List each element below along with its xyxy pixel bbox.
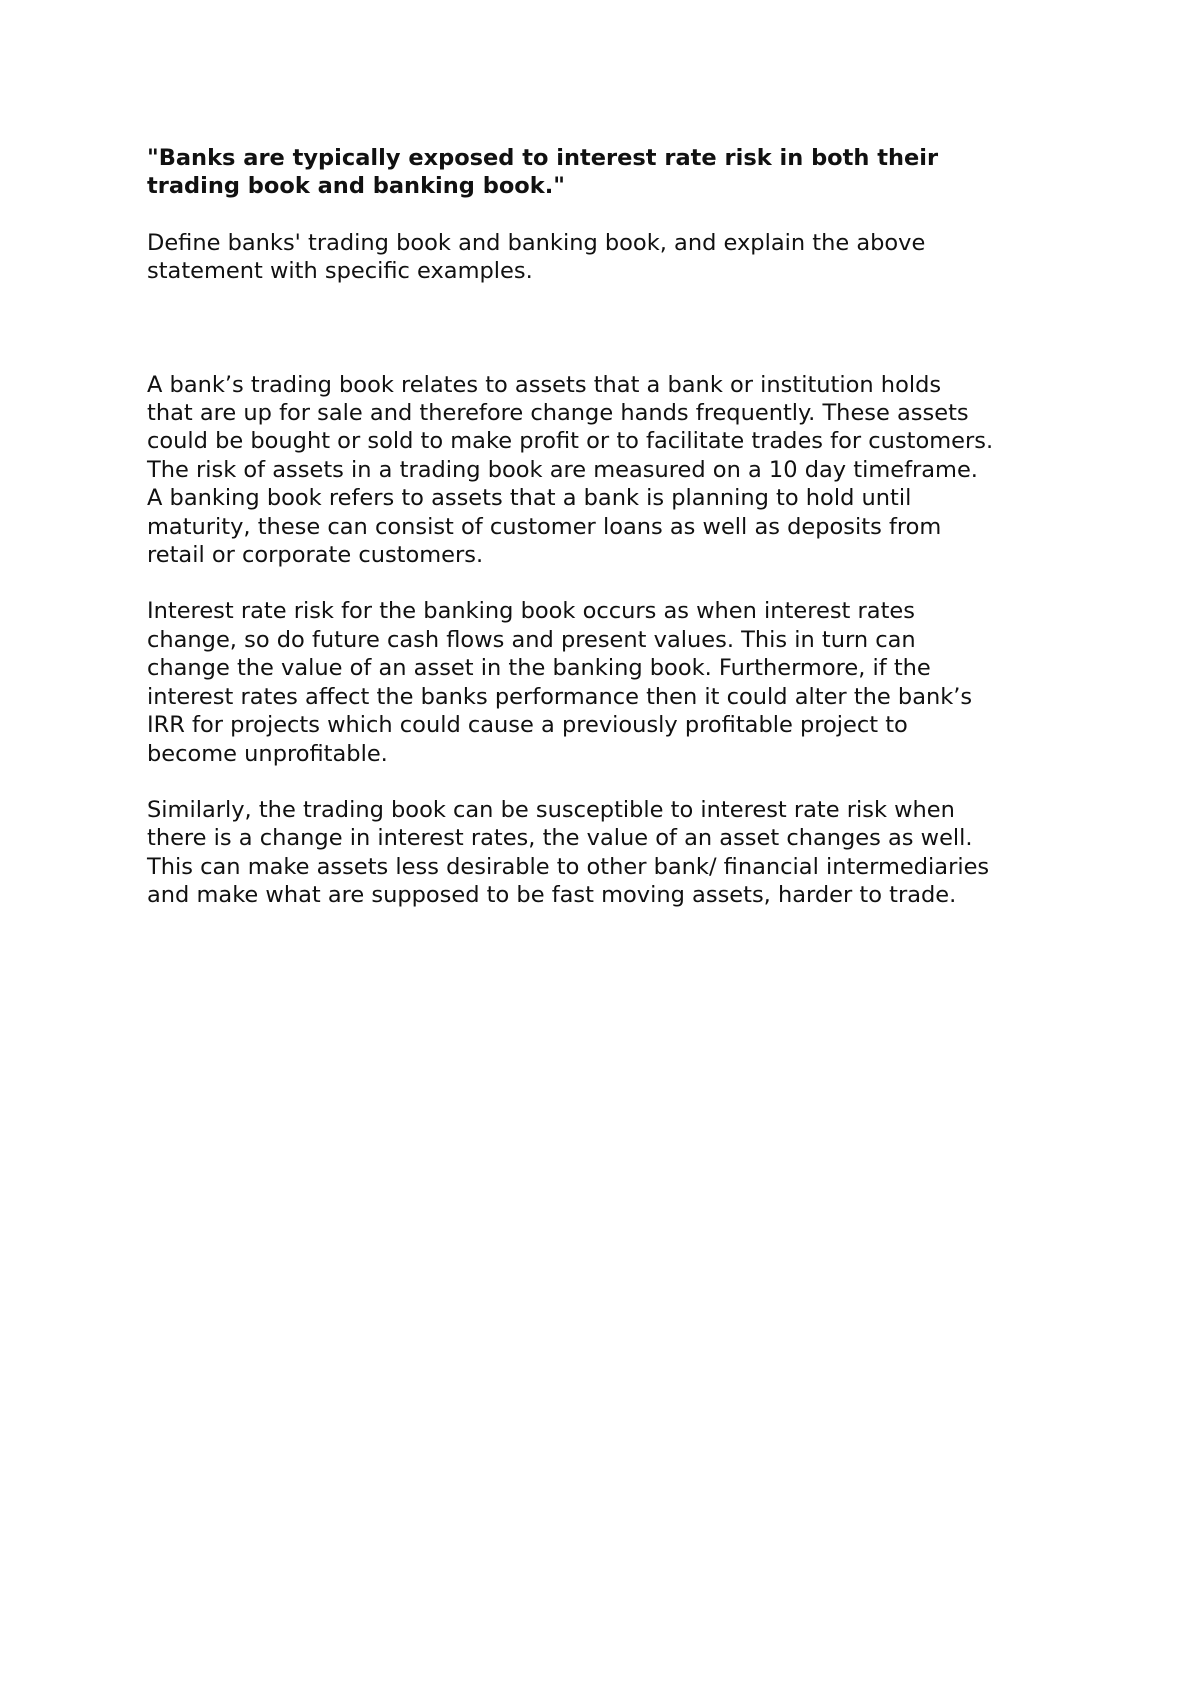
answer-line: This can make assets less desirable to other bank/ financial intermediaries (147, 853, 990, 880)
answer-line: and make what are supposed to be fast moving assets, harder to trade. (147, 882, 957, 909)
answer-line: The risk of assets in a trading book are measured on a 10 day timeframe. (147, 456, 978, 483)
question-prompt (147, 229, 1067, 286)
answer-line: A banking book refers to assets that a bank is planning to hold until (147, 485, 912, 512)
answer-line: retail or corporate customers. (147, 542, 484, 569)
heading-line: trading book and banking book." (147, 173, 565, 200)
question-heading (147, 144, 1067, 201)
answer-line: Interest rate risk for the banking book occurs as when interest rates (147, 598, 915, 625)
answer-line: change, so do future cash flows and present values. This in turn can (147, 626, 916, 653)
answer-line: interest rates affect the banks performance then it could alter the bank’s (147, 683, 973, 710)
document-body (147, 144, 1067, 938)
answer-line: change the value of an asset in the banking book. Furthermore, if the (147, 655, 931, 682)
answer-line: Similarly, the trading book can be susceptible to interest rate risk when (147, 796, 955, 823)
answer-line: there is a change in interest rates, the value of an asset changes as well. (147, 825, 973, 852)
answer-line: become unprofitable. (147, 740, 388, 767)
answer-paragraph-banking-book-risk (147, 597, 1067, 767)
answer-line: maturity, these can consist of customer loans as well as deposits from (147, 513, 942, 540)
prompt-line: Define banks' trading book and banking book, and explain the above (147, 229, 926, 256)
answer-section (147, 371, 1067, 910)
answer-paragraph-trading-book-risk (147, 796, 1067, 910)
answer-line: A bank’s trading book relates to assets that a bank or institution holds (147, 371, 942, 398)
answer-paragraph-definitions (147, 371, 1067, 570)
prompt-line: statement with specific examples. (147, 258, 533, 285)
answer-line: could be bought or sold to make profit or to facilitate trades for customers. (147, 428, 994, 455)
answer-line: IRR for projects which could cause a previously profitable project to (147, 712, 908, 739)
answer-line: that are up for sale and therefore change hands frequently. These assets (147, 400, 969, 427)
heading-line: "Banks are typically exposed to interest rate risk in both their (147, 145, 939, 171)
